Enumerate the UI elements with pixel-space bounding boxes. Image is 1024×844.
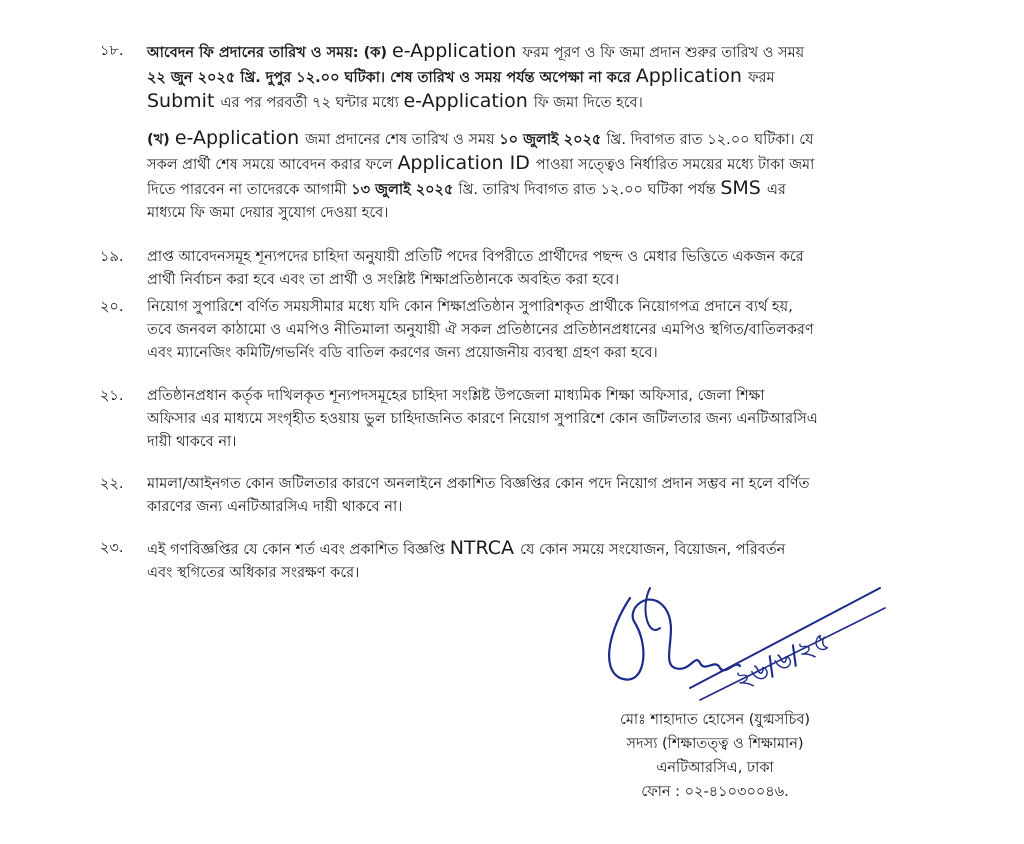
bold-text: ১০ জুলাই ২০২৫ [499, 132, 607, 148]
signatory-phone: ফোন : ০২-৪১০৩০০৪৬. [641, 784, 789, 800]
bold-text: আবেদন ফি প্রদানের তারিখ ও সময়: (ক) [147, 45, 393, 61]
text-line [147, 537, 917, 562]
clause-number: ১৯. [100, 249, 124, 265]
text-span: খ্রি. দিবাগত রাত ১২.০০ ঘটিকা। যে [606, 132, 814, 148]
clause-19-text [147, 246, 917, 292]
text-line [147, 431, 917, 454]
text-span: প্রাপ্ত আবেদনসমূহ শূন্যপদের চাহিদা অনুযায়ী প্রতিটি পদের বিপরীতে প্রার্থীদের পছন্দ ও মেধার ভিত্তিতে একজন করে [147, 249, 804, 265]
text-span: প্রার্থী নির্বাচন করা হবে এবং তা প্রার্থী ও সংশ্লিষ্ট শিক্ষাপ্রতিষ্ঠানকে অবহিত করা হবে। [147, 272, 620, 288]
text-span: এবং ম্যানেজিং কমিটি/গভর্নিং বডি বাতিল করণের জন্য প্রয়োজনীয় ব্যবস্থা গ্রহণ করা হবে। [147, 345, 658, 361]
text-line [147, 65, 917, 90]
text-span: এর পর পরবর্তী ৭২ ঘন্টার মধ্যে [220, 95, 404, 111]
signatory-office: এনটিআরসিএ, ঢাকা [656, 760, 774, 776]
signatory-block [590, 708, 840, 804]
text-line [147, 246, 917, 269]
english-term: e-Application [392, 40, 523, 62]
text-line [147, 296, 917, 319]
text-line [147, 496, 917, 519]
english-term: Submit [147, 90, 221, 112]
signatory-name: মোঃ শাহাদাত হোসেন (যুগ্মসচিব) [619, 712, 811, 728]
text-span: দিতে পারবেন না তাদেরকে আগামী [147, 182, 352, 198]
text-span: নিয়োগ সুপারিশে বর্ণিত সময়সীমার মধ্যে যদি কোন শিক্ষাপ্রতিষ্ঠান সুপারিশকৃত প্রার্থীকে নিয়োগপত্র প্রদানে ব্যর্থ হয়, [147, 299, 793, 315]
text-line [147, 202, 917, 225]
english-term: SMS [720, 177, 767, 199]
text-line [147, 177, 917, 202]
clause-22-text [147, 473, 917, 519]
text-span: সকল প্রার্থী শেষ সময়ে আবেদন করার ফলে [147, 157, 398, 173]
clause-number: ২০. [100, 299, 124, 315]
text-line [147, 90, 917, 115]
text-span: এর [766, 182, 786, 198]
text-line [147, 319, 917, 342]
handwritten-signature [590, 568, 890, 708]
english-term: e-Application [403, 90, 534, 112]
text-span: মাধ্যমে ফি জমা দেয়ার সুযোগ দেওয়া হবে। [147, 205, 389, 221]
text-span: ফরম পূরণ ও ফি জমা প্রদান শুরুর তারিখ ও সময় [522, 45, 805, 61]
clause-20-text [147, 296, 917, 365]
text-span: অফিসার এর মাধ্যমে সংগৃহীত হওয়ায় ভুল চাহিদাজনিত কারণে নিয়োগ সুপারিশে কোন জটিলতার জন্য এনটিআরসিএ [147, 411, 818, 427]
text-span: কারণের জন্য এনটিআরসিএ দায়ী থাকবে না। [147, 499, 403, 515]
text-span: তবে জনবল কাঠামো ও এমপিও নীতিমালা অনুযায়ী ঐ সকল প্রতিষ্ঠানের প্রতিষ্ঠানপ্রধানের এমপিও স্থগিত/বাতিলকরণ [147, 322, 814, 338]
text-span: এবং স্থগিতের অধিকার সংরক্ষণ করে। [147, 565, 360, 581]
text-line [147, 385, 917, 408]
clause-18-part-b [147, 127, 917, 225]
text-span: দায়ী থাকবে না। [147, 434, 237, 450]
clause-number: ২২. [100, 476, 124, 492]
text-span: এই গণবিজ্ঞপ্তির যে কোন শর্ত এবং প্রকাশিত বিজ্ঞপ্তি [147, 542, 450, 558]
text-line [147, 342, 917, 365]
clause-21-text [147, 385, 917, 454]
text-line [147, 152, 917, 177]
text-span: ফি জমা দিতে হবে। [533, 95, 643, 111]
clause-number: ১৮. [100, 43, 124, 59]
text-span: খ্রি. তারিখ দিবাগত রাত ১২.০০ ঘটিকা পর্যন্ত [458, 182, 721, 198]
text-span: প্রতিষ্ঠানপ্রধান কর্তৃক দাখিলকৃত শূন্যপদসমূহের চাহিদা সংশ্লিষ্ট উপজেলা মাধ্যমিক শিক্ষা অফিসার, জেলা শিক্ষা [147, 388, 765, 404]
text-line [147, 473, 917, 496]
text-span: মামলা/আইনগত কোন জটিলতার কারণে অনলাইনে প্রকাশিত বিজ্ঞপ্তির কোন পদে নিয়োগ প্রদান সম্ভব না হলে বর্ণিত [147, 476, 810, 492]
text-span: পাওয়া সত্ত্বেও নির্ধারিত সময়ের মধ্যে টাকা জমা [535, 157, 815, 173]
clause-number: ২৩. [100, 540, 124, 556]
english-term: Application [635, 65, 748, 87]
text-line [147, 127, 917, 152]
text-span: যে কোন সময়ে সংযোজন, বিয়োজন, পরিবর্তন [520, 542, 786, 558]
signatory-designation: সদস্য (শিক্ষাতত্ত্ব ও শিক্ষামান) [626, 736, 804, 752]
english-term: NTRCA [449, 537, 521, 559]
text-span: ফরম [747, 70, 775, 86]
bold-text: ১৩ জুলাই ২০২৫ [351, 182, 459, 198]
bold-text: ২২ জুন ২০২৫ খ্রি. দুপুর ১২.০০ ঘটিকা। শেষ তারিখ ও সময় পর্যন্ত অপেক্ষা না করে [147, 70, 636, 86]
text-line [147, 269, 917, 292]
clause-number: ২১. [100, 388, 124, 404]
signature-date: ২৬/৬/২৫ [730, 626, 836, 697]
text-line [147, 408, 917, 431]
bold-text: (খ) [147, 132, 175, 148]
english-term: Application ID [397, 152, 536, 174]
text-line [147, 40, 917, 65]
english-term: e-Application [174, 127, 306, 149]
text-span: জমা প্রদানের শেষ তারিখ ও সময় [305, 132, 500, 148]
clause-18-part-a [147, 40, 917, 115]
